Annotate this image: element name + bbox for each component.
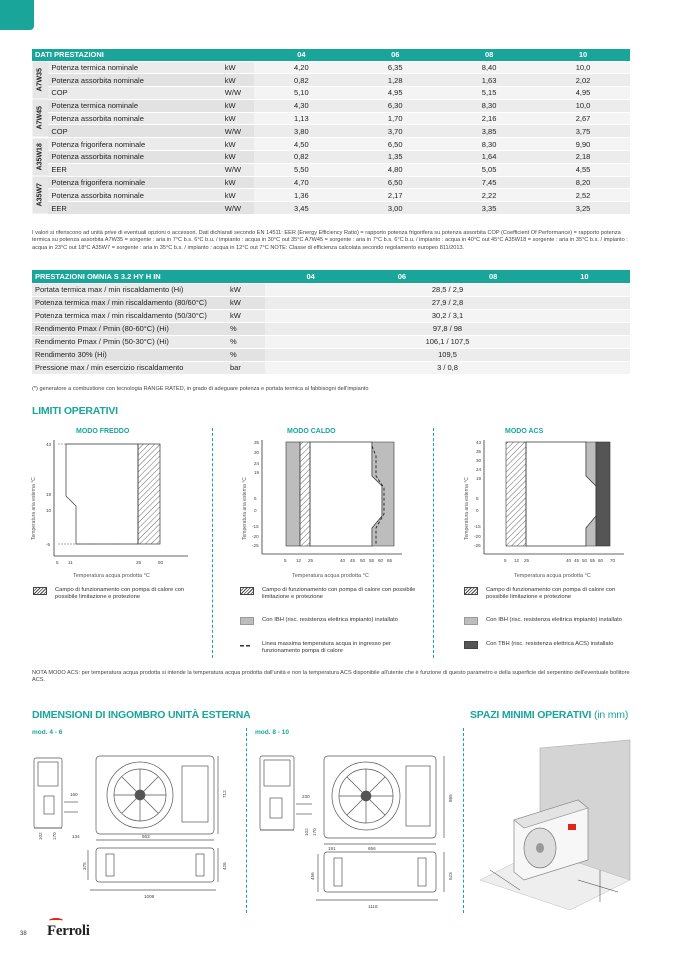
row-value: 27,9 / 2,8 — [265, 296, 630, 309]
space-title-text: SPAZI MINIMI OPERATIVI — [470, 709, 592, 721]
row-value: 3 / 0,8 — [265, 361, 630, 374]
row-value: 2,52 — [536, 189, 630, 202]
dim-label: 1008 — [144, 894, 155, 899]
row-value: 2,67 — [536, 112, 630, 125]
row-label: Pressione max / min esercizio riscaldamento — [32, 361, 227, 374]
omnia-row — [32, 283, 630, 296]
performance-row — [32, 138, 630, 151]
omnia-row — [32, 322, 630, 335]
performance-row — [32, 202, 630, 215]
omnia-table — [32, 270, 630, 375]
performance-row — [32, 87, 630, 100]
row-value: 4,50 — [254, 138, 348, 151]
xtick: 12 — [514, 558, 520, 563]
col-08: 08 — [442, 49, 536, 61]
performance-row — [32, 99, 630, 112]
omnia-row — [32, 348, 630, 361]
y-axis-label: Temperatura aria esterna °C — [242, 477, 248, 540]
row-value: 0,82 — [254, 74, 348, 87]
omnia-row — [32, 335, 630, 348]
ytick: 19 — [46, 492, 52, 497]
row-unit: kW — [227, 309, 265, 322]
row-value: 2,16 — [442, 112, 536, 125]
chart-title-freddo: MODO FREDDO — [76, 428, 130, 435]
legend-text: Con TBH (risc. resistenza elettrica ACS) installato — [486, 641, 614, 647]
xtick: 60 — [598, 558, 604, 563]
dim-label: 230 — [302, 794, 310, 799]
row-value: 8,20 — [536, 176, 630, 189]
row-value: 3,45 — [254, 202, 348, 215]
x-axis-label: Temperatura acqua prodotta °C — [514, 573, 591, 579]
group-label: A7W45 — [32, 99, 48, 137]
performance-row — [32, 74, 630, 87]
performance-row — [32, 151, 630, 164]
row-value: 5,50 — [254, 163, 348, 176]
ytick: 5 — [254, 496, 257, 501]
row-label: COP — [48, 125, 221, 138]
ibh-swatch — [464, 617, 478, 625]
chart-caldo — [252, 436, 412, 576]
divider — [212, 428, 213, 658]
ytick: 0 — [254, 508, 257, 513]
ytick: 35 — [254, 440, 260, 445]
dim-label: 456 — [310, 872, 315, 880]
ytick: -20 — [252, 534, 259, 539]
row-value: 2,22 — [442, 189, 536, 202]
xtick: 50 — [582, 558, 588, 563]
row-value: 28,5 / 2,9 — [265, 283, 630, 296]
dim-label: 191 — [328, 846, 336, 851]
xtick: 40 — [340, 558, 346, 563]
row-label: COP — [48, 87, 221, 100]
performance-table-title: DATI PRESTAZIONI — [32, 49, 254, 61]
row-value: 4,55 — [536, 163, 630, 176]
row-label: Rendimento Pmax / Pmin (50-30°C) (Hi) — [32, 335, 227, 348]
col-08: 08 — [448, 270, 539, 283]
chart-title-caldo: MODO CALDO — [287, 428, 336, 435]
legend-hatch — [240, 587, 425, 601]
row-label: Potenza termica max / min riscaldamento (80/60°C) — [32, 296, 227, 309]
xtick: 55 — [369, 558, 375, 563]
row-value: 4,95 — [536, 87, 630, 100]
omnia-row — [32, 309, 630, 322]
row-label: Rendimento 30% (Hi) — [32, 348, 227, 361]
chart-acs — [474, 436, 634, 576]
row-value: 106,1 / 107,5 — [265, 335, 630, 348]
row-value: 6,35 — [348, 61, 442, 74]
divider — [246, 728, 247, 913]
xtick: 50 — [158, 560, 164, 565]
ytick: -15 — [252, 524, 259, 529]
xtick: 11 — [68, 560, 73, 565]
x-axis-label: Temperatura acqua prodotta °C — [73, 573, 150, 579]
row-unit: bar — [227, 361, 265, 374]
row-value: 10,0 — [536, 99, 630, 112]
row-unit: % — [227, 348, 265, 361]
legend-dash — [240, 641, 425, 655]
hatch-swatch — [464, 587, 478, 595]
dim-label: 663 — [142, 834, 150, 839]
ytick: 43 — [476, 440, 482, 445]
row-unit: W/W — [222, 202, 255, 215]
row-value: 4,95 — [348, 87, 442, 100]
xtick: 60 — [378, 558, 384, 563]
row-value: 4,80 — [348, 163, 442, 176]
divider — [433, 428, 434, 658]
row-value: 1,13 — [254, 112, 348, 125]
dim-label: 712 — [222, 790, 227, 798]
row-value: 5,05 — [442, 163, 536, 176]
row-value: 2,17 — [348, 189, 442, 202]
performance-row — [32, 112, 630, 125]
row-unit: kW — [222, 99, 255, 112]
omnia-table-title: PRESTAZIONI OMNIA S 3.2 HY H IN — [32, 270, 265, 283]
ytick: 0 — [476, 508, 479, 513]
row-value: 0,82 — [254, 151, 348, 164]
row-unit: kW — [227, 283, 265, 296]
row-unit: W/W — [222, 125, 255, 138]
performance-note: I valori si riferiscono ad unità prive di eventuali opzioni o accessori. Dati dichiarati secondo EN 14511: EER (Energy Efficiency Ratio) = rapporto potenza frigorifera su potenza assorbita COP (Coefficient Of Performance) = rapporto potenza termica su potenza assorbita A7W35 = sorgente : aria in 7°C b.s. 6°C b.u. / impianto : acqua in 30°C out 35°C A7W45 = sorgente : aria in 7°C b.s. 6°C b.u. / impianto : acqua in 40°C out 45°C A35W18 = sorgente : aria in 35°C b.s. / impianto : acqua in 23°C out 18°C A35W7 = sorgente : aria in 35°C b.s. / impianto : acqua in 12°C out 7°C NOTE: Classe di efficienza calcolata secondo regolamento europeo 811/2013. — [32, 230, 628, 251]
performance-table — [32, 49, 630, 215]
row-value: 30,2 / 3,1 — [265, 309, 630, 322]
ytick: -20 — [474, 534, 481, 539]
xtick: 25 — [136, 560, 142, 565]
dim-label: 170 — [52, 832, 57, 840]
chart-title-acs: MODO ACS — [505, 428, 544, 435]
row-label: Potenza termica nominale — [48, 61, 221, 74]
ytick: -25 — [252, 543, 259, 548]
row-unit: kW — [222, 61, 255, 74]
performance-row — [32, 61, 630, 74]
dim-label: 656 — [368, 846, 376, 851]
row-value: 4,30 — [254, 99, 348, 112]
row-value: 8,30 — [442, 138, 536, 151]
row-value: 8,30 — [442, 99, 536, 112]
group-label: A35W7 — [32, 176, 48, 214]
row-unit: % — [227, 322, 265, 335]
legend-text: Campo di funzionamento con pompa di calore con possibile limitazione e protezione — [262, 587, 416, 600]
ytick: 19 — [476, 476, 482, 481]
brand-logo: Ferroli — [47, 923, 90, 939]
row-value: 6,50 — [348, 176, 442, 189]
row-label: Potenza assorbita nominale — [48, 112, 221, 125]
space-illustration — [470, 730, 645, 915]
acs-note: NOTA MODO ACS: per temperatura acqua prodotta si intende la temperatura acqua prodotta dall'unità e non la temperatura ACS disponibile all'utente che è funzione di questo parametro e della superficie del serpentino dell'eventuale bollitore ACS. — [32, 670, 630, 684]
xtick: 25 — [524, 558, 530, 563]
row-value: 3,00 — [348, 202, 442, 215]
row-value: 3,25 — [536, 202, 630, 215]
xtick: 45 — [350, 558, 356, 563]
row-unit: kW — [222, 74, 255, 87]
row-label: Potenza frigorifera nominale — [48, 176, 221, 189]
xtick: 70 — [610, 558, 616, 563]
ytick: 5 — [476, 496, 479, 501]
row-unit: kW — [222, 138, 255, 151]
row-value: 2,18 — [536, 151, 630, 164]
xtick: 5 — [56, 560, 59, 565]
legend-tbh — [464, 641, 639, 649]
row-unit: kW — [222, 151, 255, 164]
ytick: 35 — [476, 449, 482, 454]
hatch-swatch — [240, 587, 254, 595]
xtick: 5 — [504, 558, 507, 563]
divider — [463, 728, 464, 913]
ytick: 19 — [254, 470, 260, 475]
col-10: 10 — [536, 49, 630, 61]
dimension-drawing-a — [30, 740, 240, 910]
col-10: 10 — [539, 270, 630, 283]
dim-label: 1118 — [368, 904, 378, 909]
row-value: 4,70 — [254, 176, 348, 189]
row-value: 3,70 — [348, 125, 442, 138]
row-unit: W/W — [222, 87, 255, 100]
row-label: Potenza termica max / min riscaldamento (50/30°C) — [32, 309, 227, 322]
y-axis-label: Temperatura aria esterna °C — [464, 477, 470, 540]
legend-text: Campo di funzionamento con pompa di calore con possibile limitazione e protezione — [486, 587, 616, 600]
legend-ibh — [240, 617, 425, 625]
row-label: EER — [48, 163, 221, 176]
ytick: 24 — [254, 461, 260, 466]
xtick: 45 — [574, 558, 580, 563]
row-value: 7,45 — [442, 176, 536, 189]
row-unit: kW — [227, 296, 265, 309]
row-value: 1,63 — [442, 74, 536, 87]
dim-label: 426 — [222, 862, 227, 870]
row-value: 1,36 — [254, 189, 348, 202]
col-04: 04 — [265, 270, 356, 283]
row-unit: kW — [222, 176, 255, 189]
legend-text: Linea massima temperatura acqua in ingresso per funzionamento pompa di calore — [262, 641, 391, 654]
dim-label: 134 — [72, 834, 80, 839]
row-value: 6,50 — [348, 138, 442, 151]
page-number: 38 — [20, 931, 27, 937]
dimensions-title: DIMENSIONI DI INGOMBRO UNITÀ ESTERNA — [32, 709, 251, 721]
row-label: Potenza frigorifera nominale — [48, 138, 221, 151]
legend-text: Con IBH (risc. resistenza elettrica impianto) installato — [262, 617, 398, 623]
model-label-b: mod. 8 - 10 — [255, 729, 289, 736]
xtick: 50 — [360, 558, 366, 563]
legend-hatch — [33, 587, 198, 601]
row-label: EER — [48, 202, 221, 215]
row-value: 3,35 — [442, 202, 536, 215]
row-label: Potenza termica nominale — [48, 99, 221, 112]
space-unit: (in mm) — [593, 709, 629, 721]
row-value: 8,40 — [442, 61, 536, 74]
group-label: A35W18 — [32, 138, 48, 176]
performance-row — [32, 125, 630, 138]
xtick: 12 — [296, 558, 302, 563]
omnia-row — [32, 361, 630, 374]
y-axis-label: Temperatura aria esterna °C — [31, 477, 37, 540]
xtick: 40 — [566, 558, 572, 563]
row-label: Potenza assorbita nominale — [48, 74, 221, 87]
group-label: A7W35 — [32, 61, 48, 99]
dim-label: 523 — [448, 872, 453, 880]
ibh-swatch — [240, 617, 254, 625]
ytick: 30 — [254, 450, 260, 455]
row-label: Potenza assorbita nominale — [48, 151, 221, 164]
col-06: 06 — [356, 270, 447, 283]
col-06: 06 — [348, 49, 442, 61]
dash-swatch — [240, 641, 254, 649]
row-value: 1,70 — [348, 112, 442, 125]
ytick: 43 — [46, 442, 52, 447]
chart-freddo — [38, 436, 198, 576]
row-value: 2,02 — [536, 74, 630, 87]
dim-label: 865 — [448, 794, 453, 802]
row-value: 5,10 — [254, 87, 348, 100]
limits-title: LIMITI OPERATIVI — [32, 405, 118, 417]
xtick: 25 — [308, 558, 314, 563]
performance-row — [32, 189, 630, 202]
legend-text: Con IBH (risc. resistenza elettrica impianto) installato — [486, 617, 622, 623]
ytick: -25 — [474, 543, 481, 548]
row-value: 3,80 — [254, 125, 348, 138]
row-value: 1,35 — [348, 151, 442, 164]
performance-row — [32, 176, 630, 189]
row-value: 6,30 — [348, 99, 442, 112]
row-label: Potenza assorbita nominale — [48, 189, 221, 202]
ytick: 10 — [46, 508, 52, 513]
row-value: 10,0 — [536, 61, 630, 74]
row-value: 109,5 — [265, 348, 630, 361]
dim-label: 375 — [82, 862, 87, 870]
row-value: 3,75 — [536, 125, 630, 138]
row-value: 1,64 — [442, 151, 536, 164]
row-unit: W/W — [222, 163, 255, 176]
row-value: 9,90 — [536, 138, 630, 151]
row-unit: kW — [222, 189, 255, 202]
legend-hatch — [464, 587, 639, 601]
row-label: Rendimento Pmax / Pmin (80-60°C) (Hi) — [32, 322, 227, 335]
ytick: 30 — [476, 458, 482, 463]
row-value: 97,8 / 98 — [265, 322, 630, 335]
omnia-note: (*) generatore a combustione con tecnologia RANGE RATED, in grado di adeguare potenza e portata termica al fabbisogni dell'impianto — [32, 386, 369, 392]
row-value: 3,85 — [442, 125, 536, 138]
performance-table-header — [32, 49, 630, 61]
row-value: 1,28 — [348, 74, 442, 87]
corner-tab — [0, 0, 34, 30]
row-unit: kW — [222, 112, 255, 125]
ytick: -5 — [46, 542, 51, 547]
row-label: Portata termica max / min riscaldamento (Hi) — [32, 283, 227, 296]
model-label-a: mod. 4 - 6 — [32, 729, 63, 736]
dim-label: 160 — [70, 792, 78, 797]
xtick: 55 — [590, 558, 596, 563]
legend-text: Campo di funzionamento con pompa di calore con possibile limitazione e protezione — [55, 587, 185, 600]
performance-row — [32, 163, 630, 176]
ytick: -15 — [474, 524, 481, 529]
dim-label: 102 — [38, 832, 43, 840]
omnia-table-header — [32, 270, 630, 283]
hatch-swatch — [33, 587, 47, 595]
space-title — [470, 709, 628, 721]
xtick: 5 — [284, 558, 287, 563]
ytick: 24 — [476, 467, 482, 472]
col-04: 04 — [254, 49, 348, 61]
row-value: 4,20 — [254, 61, 348, 74]
omnia-row — [32, 296, 630, 309]
row-unit: % — [227, 335, 265, 348]
dimension-drawing-b — [252, 740, 460, 915]
dim-label: 170 — [312, 828, 317, 836]
x-axis-label: Temperatura acqua prodotta °C — [292, 573, 369, 579]
tbh-swatch — [464, 641, 478, 649]
dim-label: 102 — [304, 828, 309, 836]
row-value: 5,15 — [442, 87, 536, 100]
xtick: 65 — [387, 558, 393, 563]
legend-ibh — [464, 617, 639, 625]
